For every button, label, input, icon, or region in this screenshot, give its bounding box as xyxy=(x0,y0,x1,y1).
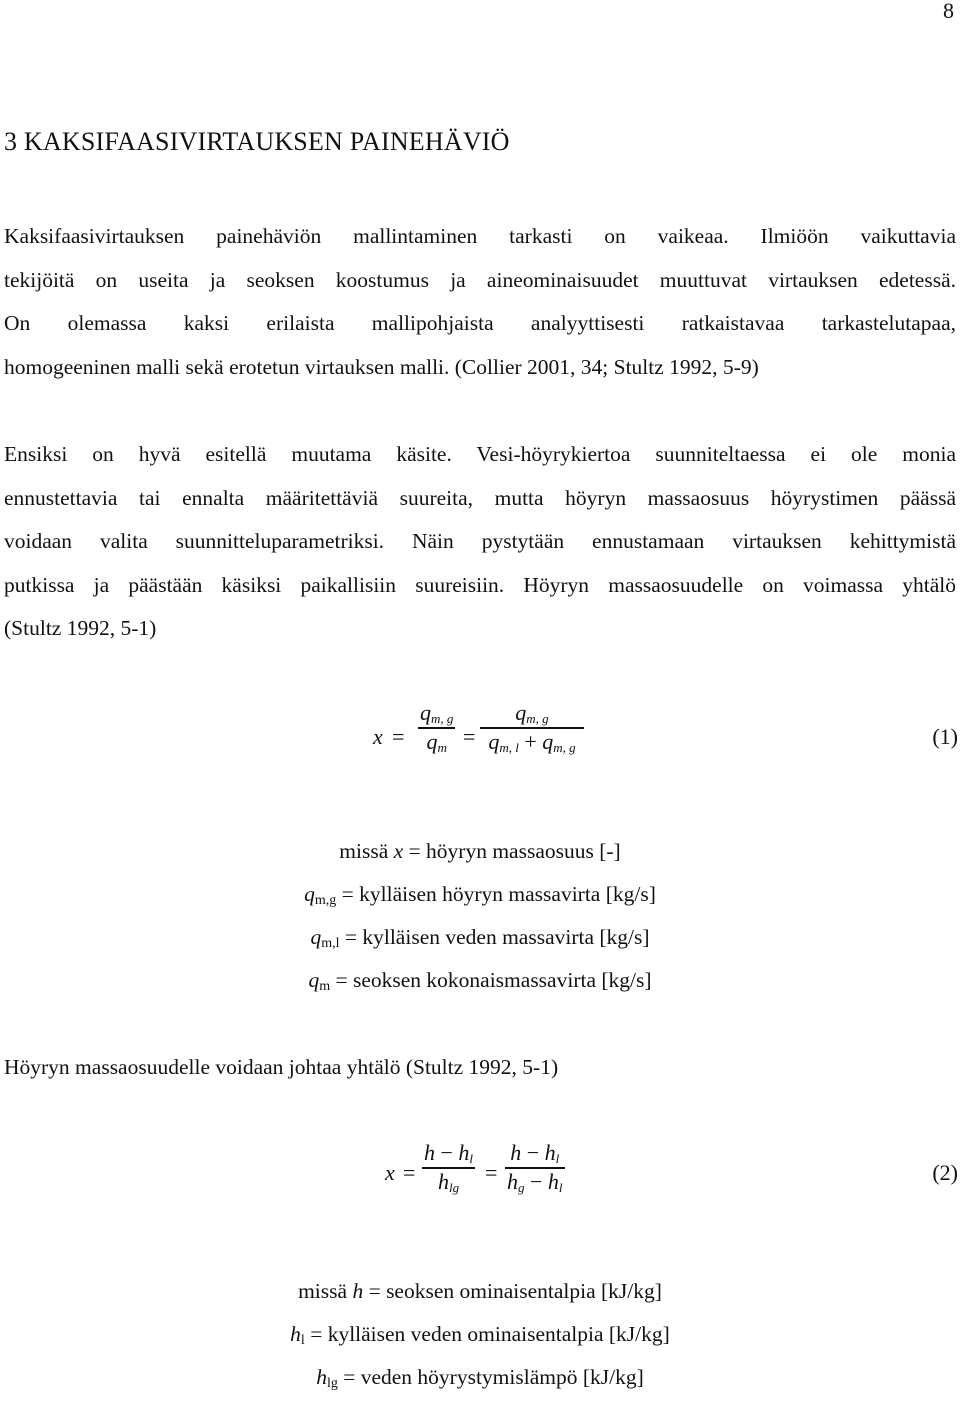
text-line: On olemassa kaksi erilaista mallipohjaista analyyttisesti ratkaistavaa tarkastelutapaa, xyxy=(4,311,956,335)
text-line: ennustettavia tai ennalta määritettäviä suureita, mutta höyryn massaosuus höyrystimen päässä xyxy=(4,485,956,510)
definition-qml: $q_{m,l}$ = kylläisen veden massavirta [kg/s] xyxy=(310,925,650,951)
text-line: putkissa ja päästään käsiksi paikallisiin suureisiin. Höyryn massaosuudelle on voimassa yhtälö xyxy=(4,572,956,597)
eq2-lhs: x xyxy=(385,1160,395,1185)
definition-hl: $h_l$ = kylläisen veden ominaisentalpia [kJ/kg] xyxy=(290,1322,670,1348)
equation-number-2: (2) xyxy=(932,1160,958,1185)
chapter-heading: 3 KAKSIFAASIVIRTAUKSEN PAINEHÄVIÖ xyxy=(4,127,510,156)
paragraph-derivation xyxy=(4,1046,956,1090)
text-line: voidaan valita suunnitteluparametriksi. Näin pystytään ennustamaan virtauksen kehittymistä xyxy=(4,529,956,553)
paragraph-intro xyxy=(4,215,956,389)
text-line: (Stultz 1992, 5-1) xyxy=(4,616,157,640)
definition-x: missä x = höyryn massaosuus [-] xyxy=(339,839,621,863)
eq1-fraction-1: $q_{m, g}$ $q_m$ xyxy=(420,700,454,755)
eq2-equals-2: = xyxy=(485,1160,498,1185)
eq1-equals-2: = xyxy=(463,724,476,749)
equation-2 xyxy=(0,1140,960,1220)
definition-qm: $q_m$ = seoksen kokonaismassavirta [kg/s] xyxy=(308,968,652,994)
eq2-fraction-2: $h - h_l$ $h_g - h_l$ xyxy=(507,1140,563,1195)
equation-1 xyxy=(0,700,960,780)
eq2-equals: = xyxy=(403,1160,416,1185)
page-number: 8 xyxy=(943,0,954,23)
text-line: Ensiksi on hyvä esitellä muutama käsite. Vesi-höyrykiertoa suunniteltaessa ei ole monia xyxy=(4,442,956,466)
definition-h: missä h = seoksen ominaisentalpia [kJ/kg] xyxy=(298,1279,662,1303)
eq1-equals: = xyxy=(392,724,405,749)
text-line: Höyryn massaosuudelle voidaan johtaa yhtälö (Stultz 1992, 5-1) xyxy=(4,1055,559,1079)
text-line: Kaksifaasivirtauksen painehäviön mallintaminen tarkasti on vaikeaa. Ilmiöön vaikuttavia xyxy=(4,224,956,248)
text-line: homogeeninen malli sekä erotetun virtauksen malli. (Collier 2001, 34; Stultz 1992, 5-9) xyxy=(4,354,759,379)
eq1-fraction-2: $q_{m, g}$ $q_{m, l} + q_{m, g}$ xyxy=(480,700,584,756)
definition-hlg: $h_{lg}$ = veden höyrystymislämpö [kJ/kg] xyxy=(316,1365,644,1391)
definition-qmg: $q_{m,g}$ = kylläisen höyryn massavirta [kg/s] xyxy=(304,882,656,908)
text-line: tekijöitä on useita ja seoksen koostumus ja aineominaisuudet muuttuvat virtauksen edetessä. xyxy=(4,267,956,292)
eq1-lhs: x xyxy=(373,724,383,749)
definitions-1 xyxy=(0,830,960,1002)
eq2-fraction-1: $h - h_l$ $h_{lg}$ xyxy=(424,1140,474,1195)
definitions-2 xyxy=(0,1270,960,1399)
equation-number-1: (1) xyxy=(932,724,958,749)
paragraph-concepts xyxy=(4,433,956,651)
